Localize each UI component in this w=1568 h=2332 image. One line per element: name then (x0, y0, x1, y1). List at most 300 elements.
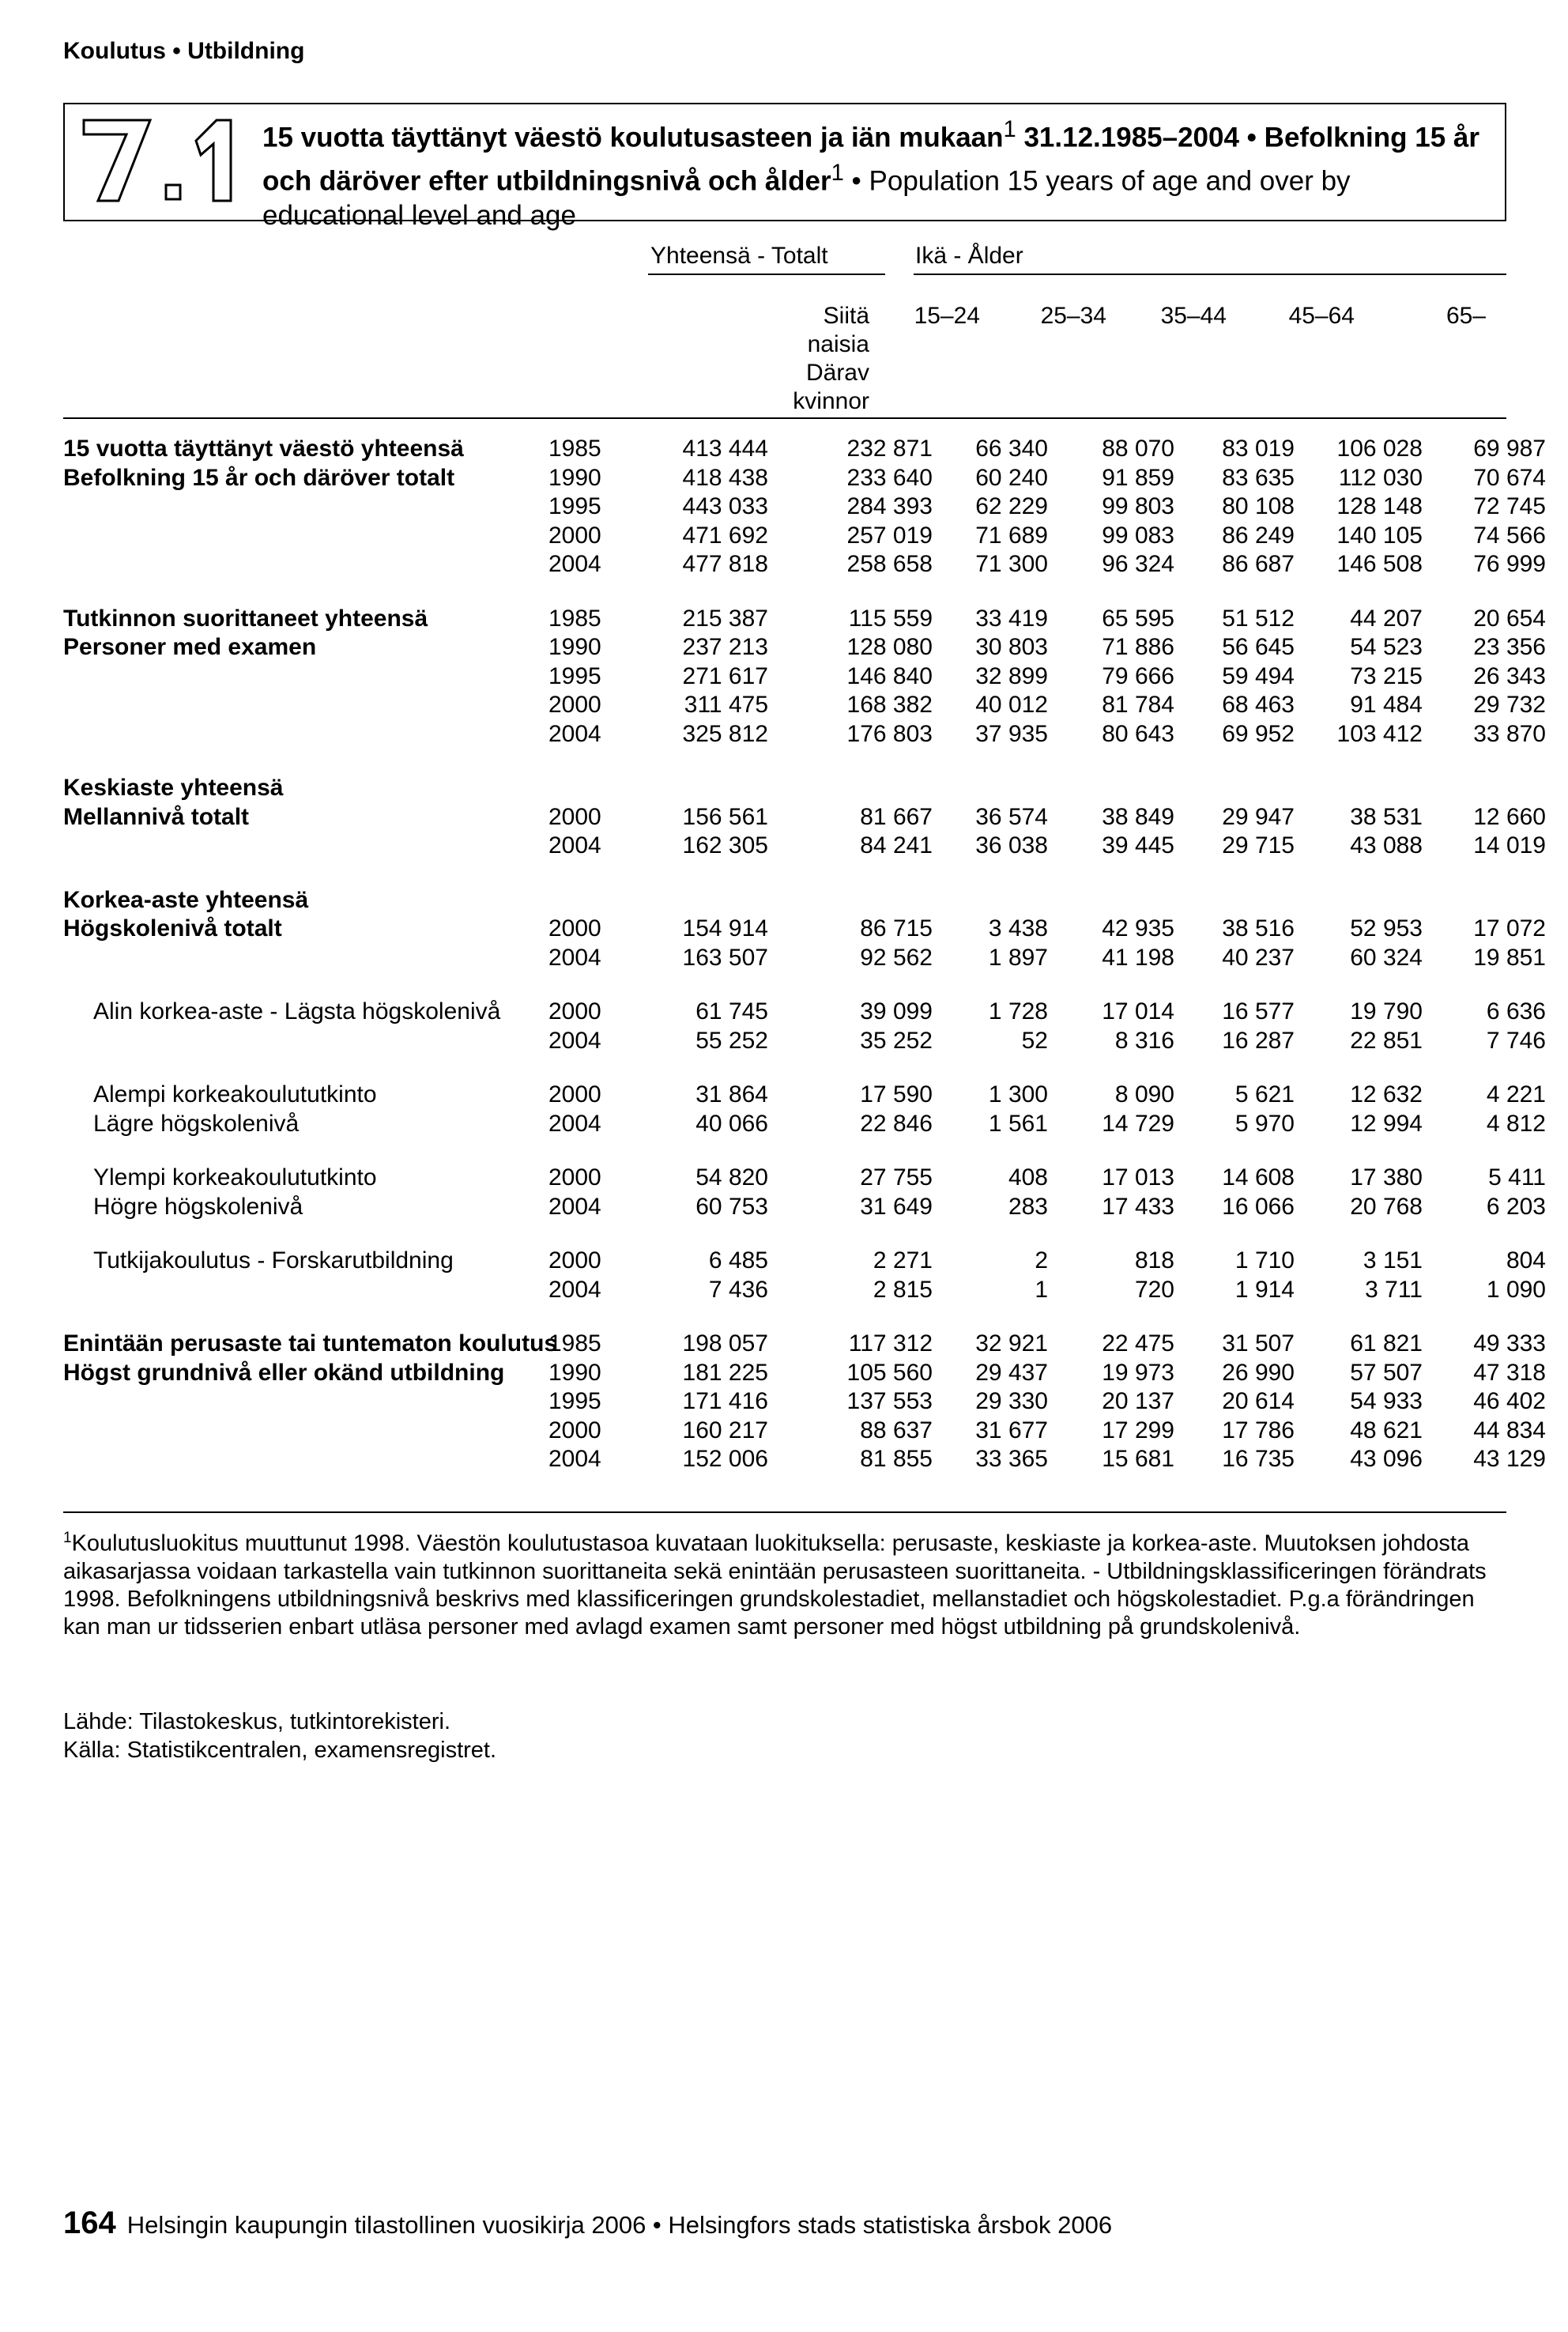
cell-value: 43 096 (1350, 1446, 1423, 1472)
cell-value: 36 574 (975, 803, 1048, 830)
cell-value: 2 (1035, 1247, 1048, 1274)
cell-value: 233 640 (846, 464, 933, 491)
cell-value: 1 914 (1234, 1276, 1295, 1303)
cell-value: 92 562 (860, 944, 933, 971)
cell-value: 38 531 (1350, 803, 1423, 830)
table-row (63, 435, 1546, 464)
cell-value: 69 952 (1222, 720, 1295, 747)
cell-value (618, 886, 768, 915)
cell-value: 19 973 (1102, 1359, 1174, 1386)
cell-value (1174, 774, 1295, 803)
title-english: • Population 15 years of age and over by educational level and age (262, 165, 1351, 232)
table-row (63, 464, 1546, 493)
cell-value (1048, 886, 1174, 915)
cell-value: 818 (1134, 1247, 1174, 1274)
table-row (63, 1193, 1546, 1222)
row-spacer (63, 1055, 1546, 1081)
cell-value: 29 947 (1222, 803, 1295, 830)
cell-value: 1 090 (1486, 1276, 1546, 1303)
row-year: 1990 (548, 1359, 601, 1386)
row-spacer-cell (63, 861, 1546, 886)
table-title-box (63, 103, 1506, 232)
cell-value: 73 215 (1350, 662, 1423, 689)
header-age-35-44: 35–44 (1160, 303, 1227, 329)
cell-value: 137 553 (846, 1388, 933, 1414)
row-year: 2000 (548, 1417, 601, 1443)
table-title (262, 112, 1495, 233)
cell-value: 17 013 (1102, 1164, 1174, 1191)
cell-value: 14 608 (1222, 1164, 1295, 1191)
row-year: 2000 (548, 1164, 601, 1191)
table-row (63, 1359, 1546, 1388)
cell-value (1174, 886, 1295, 915)
row-label (63, 492, 548, 522)
header-age-25-34: 25–34 (1040, 303, 1106, 329)
cell-value: 171 416 (682, 1388, 768, 1414)
cell-value: 54 820 (695, 1164, 768, 1191)
cell-value: 17 072 (1473, 915, 1546, 941)
cell-value: 41 198 (1102, 944, 1174, 971)
cell-value: 80 108 (1222, 493, 1295, 519)
cell-value: 16 066 (1222, 1193, 1295, 1220)
row-label (63, 1417, 548, 1446)
cell-value: 2 815 (873, 1276, 933, 1303)
cell-value: 51 512 (1222, 605, 1295, 632)
cell-value: 31 507 (1222, 1330, 1295, 1357)
row-year: 2004 (548, 720, 601, 747)
cell-value: 26 343 (1473, 662, 1546, 689)
cell-value: 443 033 (682, 493, 768, 519)
cell-value: 471 692 (682, 522, 768, 549)
row-label: Högst grundnivå eller okänd utbildning (63, 1359, 505, 1386)
row-year: 2000 (548, 915, 601, 941)
cell-value: 17 433 (1102, 1193, 1174, 1220)
cell-value: 1 561 (988, 1110, 1048, 1137)
row-year: 1995 (548, 493, 601, 519)
cell-value: 106 028 (1336, 436, 1423, 462)
table-row (63, 1330, 1546, 1359)
cell-value: 31 649 (860, 1193, 933, 1220)
cell-value: 48 621 (1350, 1417, 1423, 1443)
table-row (63, 1027, 1546, 1056)
cell-value: 52 (1021, 1027, 1048, 1054)
row-year: 2000 (548, 522, 601, 549)
cell-value: 71 689 (975, 522, 1048, 549)
row-year: 2004 (548, 1193, 601, 1220)
row-label: Alin korkea-aste - Lägsta högskolenivå (93, 998, 501, 1024)
row-label: Befolkning 15 år och däröver totalt (63, 464, 455, 491)
cell-value: 30 803 (975, 634, 1048, 660)
cell-value: 44 207 (1350, 605, 1423, 632)
row-year: 1990 (548, 464, 601, 491)
table-row (63, 915, 1546, 944)
cell-value (618, 774, 768, 803)
cell-value: 237 213 (682, 634, 768, 660)
row-year: 2004 (548, 1276, 601, 1303)
row-year: 2000 (548, 1081, 601, 1108)
cell-value: 96 324 (1102, 551, 1174, 577)
cell-value: 69 987 (1473, 436, 1546, 462)
header-age-65: 65– (1446, 303, 1486, 329)
header-age: Ikä - Ålder (915, 243, 1023, 269)
source-block (63, 1707, 496, 1764)
cell-value: 477 818 (682, 551, 768, 577)
row-label: Lägre högskolenivå (93, 1110, 300, 1137)
cell-value: 6 636 (1486, 998, 1546, 1024)
row-year (548, 886, 618, 915)
row-year: 2000 (548, 692, 601, 718)
cell-value: 42 935 (1102, 915, 1174, 941)
table-row (63, 1387, 1546, 1417)
row-spacer-cell (63, 1304, 1546, 1330)
cell-value: 103 412 (1336, 720, 1423, 747)
cell-value: 283 (1008, 1193, 1048, 1220)
row-label (63, 691, 548, 720)
cell-value: 271 617 (682, 662, 768, 689)
cell-value: 20 654 (1473, 605, 1546, 632)
cell-value: 8 090 (1114, 1081, 1174, 1108)
cell-value: 47 318 (1473, 1359, 1546, 1386)
row-label (63, 832, 548, 861)
header-bottom-rule (63, 417, 1506, 419)
table-row (63, 1417, 1546, 1446)
cell-value (1295, 886, 1423, 915)
cell-value: 162 305 (682, 832, 768, 858)
row-spacer (63, 972, 1546, 998)
cell-value: 59 494 (1222, 662, 1295, 689)
cell-value: 115 559 (848, 605, 933, 632)
row-year: 2004 (548, 944, 601, 971)
cell-value: 76 999 (1473, 551, 1546, 577)
row-label (63, 944, 548, 973)
row-spacer-cell (63, 972, 1546, 998)
data-table (63, 435, 1546, 1474)
table-row (63, 1276, 1546, 1305)
cell-value: 86 687 (1222, 551, 1295, 577)
cell-value: 284 393 (846, 493, 933, 519)
cell-value: 19 851 (1473, 944, 1546, 971)
row-label: Keskiaste yhteensä (63, 775, 284, 801)
cell-value: 38 849 (1102, 803, 1174, 830)
cell-value: 14 729 (1102, 1110, 1174, 1137)
cell-value: 160 217 (682, 1417, 768, 1443)
cell-value: 37 935 (975, 720, 1048, 747)
cell-value: 418 438 (682, 464, 768, 491)
cell-value: 39 099 (860, 998, 933, 1024)
cell-value (1295, 774, 1423, 803)
cell-value: 232 871 (846, 436, 933, 462)
row-year: 2004 (548, 551, 601, 577)
row-label: Högskolenivå totalt (63, 915, 282, 941)
table-row (63, 1110, 1546, 1139)
table-row (63, 633, 1546, 662)
header-age-15-24: 15–24 (914, 303, 980, 329)
row-year: 2000 (548, 803, 601, 830)
cell-value: 4 221 (1486, 1081, 1546, 1108)
row-year: 1990 (548, 634, 601, 660)
cell-value: 83 635 (1222, 464, 1295, 491)
title-finnish: 15 vuotta täyttänyt väestö koulutusasteen ja iän mukaan (262, 122, 1004, 153)
row-spacer-cell (63, 1138, 1546, 1164)
cell-value: 720 (1134, 1276, 1174, 1303)
cell-value: 61 821 (1350, 1330, 1423, 1357)
table-row (63, 886, 1546, 915)
cell-value: 23 356 (1473, 634, 1546, 660)
cell-value: 60 240 (975, 464, 1048, 491)
cell-value: 40 012 (975, 692, 1048, 718)
row-label: Tutkinnon suorittaneet yhteensä (63, 605, 428, 632)
cell-value: 146 508 (1336, 551, 1423, 577)
title-footnote-ref-sv: 1 (831, 160, 844, 186)
footnote-text: Koulutusluokitus muuttunut 1998. Väestön koulutustasoa kuvataan luokituksella: perusaste, keskiaste ja korkea-aste. Muutoksen johdosta aikasarjassa voidaan tarkastella vain tutkinnon suorittaneita sekä enintään perusasteen suorittaneita. - Utbildningsklassificeringen förändrats 1998. Befolkningens utbildningsnivå beskrivs med klassificeringen grundskolestadiet, mellanstadiet och högskolestadiet. P.g.a förändringen kan man ur tidsserien enbart utläsa personer med avlagd examen samt personer med högst utbildning på grundskolenivå. (63, 1530, 1487, 1640)
row-spacer-cell (63, 1221, 1546, 1247)
row-spacer-cell (63, 579, 1546, 605)
cell-value: 5 621 (1234, 1081, 1295, 1108)
row-label: Korkea-aste yhteensä (63, 886, 309, 913)
row-label (63, 662, 548, 692)
header-age-rule (914, 274, 1506, 275)
cell-value: 62 229 (975, 493, 1048, 519)
row-label: Enintään perusaste tai tuntematon koulutus (63, 1330, 558, 1357)
row-year (548, 774, 618, 803)
row-label: Tutkijakoulutus - Forskarutbildning (93, 1247, 454, 1274)
cell-value: 33 419 (975, 605, 1048, 632)
page-number: 164 (63, 2206, 116, 2240)
row-year: 2000 (548, 1247, 601, 1274)
cell-value: 74 566 (1473, 522, 1546, 549)
cell-value: 6 485 (708, 1247, 768, 1274)
cell-value: 168 382 (846, 692, 933, 718)
cell-value: 40 237 (1222, 944, 1295, 971)
cell-value: 71 886 (1102, 634, 1174, 660)
row-spacer (63, 1138, 1546, 1164)
cell-value: 17 786 (1222, 1417, 1295, 1443)
cell-value: 6 203 (1486, 1193, 1546, 1220)
cell-value: 117 312 (848, 1330, 933, 1357)
footer-text: Helsingin kaupungin tilastollinen vuosikirja 2006 • Helsingfors stads statistiska årsbok 2006 (126, 2211, 1113, 2239)
row-spacer (63, 1221, 1546, 1247)
cell-value: 7 436 (708, 1276, 768, 1303)
row-label: Personer med examen (63, 634, 317, 660)
cell-value: 68 463 (1222, 692, 1295, 718)
cell-value (768, 774, 933, 803)
cell-value: 20 614 (1222, 1388, 1295, 1414)
row-year: 1985 (548, 605, 601, 632)
cell-value: 91 484 (1350, 692, 1423, 718)
cell-value: 43 088 (1350, 832, 1423, 858)
cell-value: 12 994 (1350, 1110, 1423, 1137)
source-finnish: Lähde: Tilastokeskus, tutkintorekisteri. (63, 1709, 451, 1734)
cell-value: 54 523 (1350, 634, 1423, 660)
footnote-marker: 1 (63, 1530, 72, 1546)
row-label (63, 550, 548, 579)
table-row (63, 492, 1546, 522)
page-footer (63, 2206, 1112, 2241)
row-year: 1985 (548, 1330, 601, 1357)
cell-value: 14 019 (1473, 832, 1546, 858)
row-spacer-cell (63, 749, 1546, 774)
row-label: Alempi korkeakoulututkinto (93, 1081, 377, 1108)
cell-value: 804 (1506, 1247, 1546, 1274)
cell-value: 27 755 (860, 1164, 933, 1191)
row-year: 2004 (548, 832, 601, 858)
cell-value: 7 746 (1486, 1027, 1546, 1054)
row-label (63, 1387, 548, 1417)
cell-value: 128 080 (846, 634, 933, 660)
cell-value: 128 148 (1336, 493, 1423, 519)
cell-value: 258 658 (846, 551, 933, 577)
cell-value: 35 252 (860, 1027, 933, 1054)
row-spacer (63, 861, 1546, 886)
cell-value: 12 632 (1350, 1081, 1423, 1108)
cell-value: 12 660 (1473, 803, 1546, 830)
row-label (63, 1445, 548, 1474)
cell-value: 60 324 (1350, 944, 1423, 971)
cell-value: 99 083 (1102, 522, 1174, 549)
cell-value: 311 475 (684, 692, 768, 718)
cell-value: 140 105 (1336, 522, 1423, 549)
table-row (63, 720, 1546, 749)
cell-value: 33 870 (1473, 720, 1546, 747)
row-label: Högre högskolenivå (93, 1193, 303, 1220)
row-label (63, 1027, 548, 1056)
row-label (63, 522, 548, 551)
table-row (63, 944, 1546, 973)
cell-value: 17 590 (860, 1081, 933, 1108)
cell-value: 88 070 (1102, 436, 1174, 462)
table-row (63, 691, 1546, 720)
cell-value: 26 990 (1222, 1359, 1295, 1386)
cell-value: 152 006 (682, 1446, 768, 1472)
cell-value: 22 846 (860, 1110, 933, 1137)
cell-value: 39 445 (1102, 832, 1174, 858)
cell-value: 29 715 (1222, 832, 1295, 858)
cell-value: 3 711 (1365, 1276, 1423, 1303)
cell-value: 81 784 (1102, 692, 1174, 718)
cell-value (933, 886, 1048, 915)
cell-value: 22 475 (1102, 1330, 1174, 1357)
cell-value: 29 330 (975, 1388, 1048, 1414)
cell-value: 16 735 (1222, 1446, 1295, 1472)
table-row (63, 998, 1546, 1027)
cell-value: 1 (1035, 1276, 1048, 1303)
row-label: Mellannivå totalt (63, 803, 250, 830)
cell-value: 163 507 (682, 944, 768, 971)
cell-value: 38 516 (1222, 915, 1295, 941)
cell-value: 154 914 (682, 915, 768, 941)
row-spacer (63, 579, 1546, 605)
table-row (63, 1164, 1546, 1193)
cell-value: 16 577 (1222, 998, 1295, 1024)
cell-value: 176 803 (846, 720, 933, 747)
cell-value: 19 790 (1350, 998, 1423, 1024)
cell-value: 60 753 (695, 1193, 768, 1220)
cell-value: 31 864 (695, 1081, 768, 1108)
header-age-45-64: 45–64 (1288, 303, 1355, 329)
cell-value: 61 745 (695, 998, 768, 1024)
cell-value (1423, 774, 1546, 803)
cell-value: 181 225 (682, 1359, 768, 1386)
cell-value (933, 774, 1048, 803)
row-spacer (63, 749, 1546, 774)
cell-value: 4 812 (1486, 1110, 1546, 1137)
cell-value: 80 643 (1102, 720, 1174, 747)
cell-value: 1 728 (988, 998, 1048, 1024)
cell-value: 99 803 (1102, 493, 1174, 519)
cell-value: 32 899 (975, 662, 1048, 689)
title-swedish: Befolkning 15 år och däröver efter utbildningsnivå och ålder (262, 122, 1479, 197)
cell-value: 52 953 (1350, 915, 1423, 941)
row-year: 1985 (548, 436, 601, 462)
cell-value: 46 402 (1473, 1388, 1546, 1414)
title-date-range: 31.12.1985–2004 • (1016, 122, 1265, 153)
row-year: 1995 (548, 1388, 601, 1414)
table-row (63, 1081, 1546, 1110)
cell-value: 71 300 (975, 551, 1048, 577)
cell-value: 36 038 (975, 832, 1048, 858)
cell-value: 1 710 (1234, 1247, 1295, 1274)
table-row (63, 1445, 1546, 1474)
cell-value: 55 252 (695, 1027, 768, 1054)
cell-value (768, 886, 933, 915)
cell-value: 29 732 (1473, 692, 1546, 718)
cell-value: 70 674 (1473, 464, 1546, 491)
cell-value: 86 249 (1222, 522, 1295, 549)
cell-value: 54 933 (1350, 1388, 1423, 1414)
row-year: 1995 (548, 662, 601, 689)
cell-value: 65 595 (1102, 605, 1174, 632)
cell-value: 20 137 (1102, 1388, 1174, 1414)
cell-value: 5 411 (1488, 1164, 1546, 1191)
row-label: Ylempi korkeakoulututkinto (93, 1164, 377, 1191)
row-year: 2004 (548, 1110, 601, 1137)
cell-value: 215 387 (682, 605, 768, 632)
cell-value (1048, 774, 1174, 803)
title-footnote-ref: 1 (1003, 117, 1016, 142)
cell-value: 22 851 (1350, 1027, 1423, 1054)
cell-value: 86 715 (860, 915, 933, 941)
cell-value: 3 151 (1363, 1247, 1423, 1274)
cell-value: 325 812 (682, 720, 768, 747)
cell-value: 32 921 (975, 1330, 1048, 1357)
cell-value: 156 561 (682, 803, 768, 830)
row-year: 2004 (548, 1446, 601, 1472)
footnote (63, 1524, 1506, 1641)
cell-value: 66 340 (975, 436, 1048, 462)
chapter-heading: Koulutus • Utbildning (63, 38, 305, 64)
cell-value: 20 768 (1350, 1193, 1423, 1220)
cell-value: 2 271 (873, 1247, 933, 1274)
source-swedish: Källa: Statistikcentralen, examensregistret. (63, 1738, 497, 1763)
cell-value: 16 287 (1222, 1027, 1295, 1054)
cell-value: 1 897 (988, 944, 1048, 971)
cell-value: 91 859 (1102, 464, 1174, 491)
row-spacer (63, 1304, 1546, 1330)
cell-value: 81 855 (860, 1446, 933, 1472)
cell-value (1423, 886, 1546, 915)
cell-value: 81 667 (860, 803, 933, 830)
table-row (63, 832, 1546, 861)
cell-value: 84 241 (860, 832, 933, 858)
cell-value: 83 019 (1222, 436, 1295, 462)
cell-value: 29 437 (975, 1359, 1048, 1386)
cell-value: 72 745 (1473, 493, 1546, 519)
row-year: 2000 (548, 998, 601, 1024)
cell-value: 17 014 (1102, 998, 1174, 1024)
cell-value: 15 681 (1102, 1446, 1174, 1472)
cell-value: 56 645 (1222, 634, 1295, 660)
table-number-graphic (77, 109, 243, 212)
